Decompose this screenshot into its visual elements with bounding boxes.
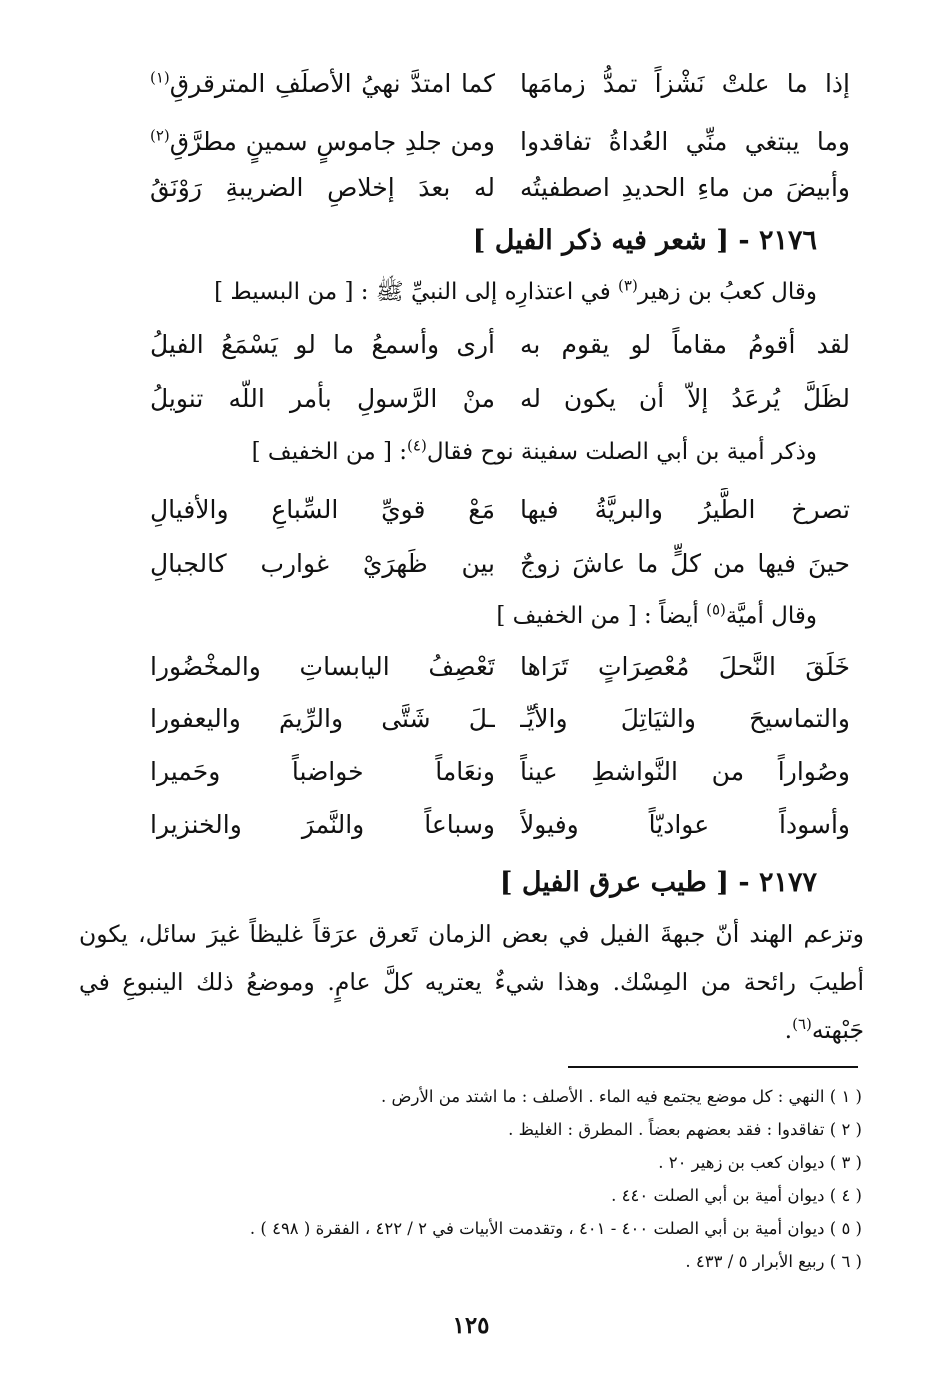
verse-line (150, 120, 850, 164)
prose-line: أطيبَ رائحة من المِسْك. وهذا شيءٌ يعتريه كلَّ عامٍ. وموضعُ ذلك الينبوعِ في (79, 968, 864, 996)
footnote-ref: (٢) (150, 126, 170, 145)
prose-line: جَبْهته$^{(٦)}$. (784, 1015, 864, 1044)
verse-first-hemistich: وأبيضَ من ماءِ الحديدِ اصطفيتُه (520, 173, 850, 202)
intro-line: وقال أميَّة$^{(٥)}$ أيضاً : [ من الخفيف ] (496, 600, 817, 629)
verse-line (150, 62, 850, 106)
intro-line: وذكر أمية بن أبي الصلت سفينة نوح فقال$^{(٤)}$: [ من الخفيف ] (251, 436, 817, 465)
verse-second-hemistich: أرى وأسمعُ ما لو يَسْمَعُ الفيلُ (150, 330, 495, 359)
verse-second-hemistich: منْ الرَّسولِ بأمر اللّه تنويلُ (150, 384, 495, 413)
verse-second-hemistich: وسباعاً والنَّمرَ والخنزيرا (150, 810, 495, 839)
verse-second-hemistich: بين ظَهرَيْ غوارب كالجبالِ (150, 549, 495, 578)
footnote-ref: (١) (150, 68, 170, 87)
section-heading: ٢١٧٧ - [ طيب عرق الفيل ] (499, 867, 817, 898)
verse-line (150, 803, 850, 847)
verse-first-hemistich: حينَ فيها من كلٍّ ما عاشَ زوجٌ (520, 549, 850, 578)
footnote-ref: (٣) (618, 276, 638, 295)
verse-second-hemistich: مَعْ قويِّ السِّباعِ والأفيالِ (150, 495, 495, 524)
footnote: ( ٤ ) ديوان أمية بن أبي الصلت ٤٤٠ . (611, 1186, 862, 1205)
verse-second-hemistich: كما امتدَّ نهيُ الأصلَفِ المترقرقِ$^{(١)}$ (150, 68, 495, 98)
verse-first-hemistich: وما يبتغي منِّي العُداةُ تفاقدوا (520, 127, 850, 156)
verse-line (150, 645, 850, 689)
verse-line (150, 377, 850, 421)
verse-first-hemistich: وأسوداً عواديّاً وفيولاً (520, 810, 850, 839)
verse-first-hemistich: والتماسيحَ والثيَاتِلَ والأيِّـ (520, 704, 850, 733)
verse-second-hemistich: ـلَ شَتَّى والرِّيمَ واليعفورا (150, 704, 495, 733)
footnote-divider (568, 1066, 858, 1068)
verse-second-hemistich: ومن جلدِ جاموسٍ سمينٍ مطرَّقِ$^{(٢)}$ (150, 126, 495, 156)
intro-line: وقال كعبُ بن زهير$^{(٣)}$ في اعتذارِه إلى النبيِّ ﷺ : [ من البسيط ] (214, 276, 817, 305)
footnote-ref: (٦) (792, 1015, 812, 1034)
page-number: ١٢٥ (452, 1312, 490, 1339)
verse-second-hemistich: له بعدَ إخلاصِ الضريبةِ رَوْنَقُ (150, 173, 495, 202)
verse-first-hemistich: خَلَقَ النَّحلَ مُعْصِرَاتٍ تَرَاها (520, 652, 850, 681)
footnote: ( ٣ ) ديوان كعب بن زهير ٢٠ . (658, 1153, 862, 1172)
verse-line (150, 542, 850, 586)
footnote: ( ٥ ) ديوان أمية بن أبي الصلت ٤٠٠ - ٤٠١ ، وتقدمت الأبيات في ٢ / ٤٢٢ ، الفقرة ( ٤٩٨ ) . (249, 1219, 862, 1238)
verse-line (150, 488, 850, 532)
footnote: ( ١ ) النهي : كل موضع يجتمع فيه الماء . الأصلف : ما اشتد من الأرض . (381, 1087, 862, 1106)
footnote-ref: (٤) (407, 436, 427, 455)
verse-second-hemistich: ونعَاماً خواضباً وحَميرا (150, 757, 495, 786)
verse-first-hemistich: وصُواراً من النَّواشطِ عيناً (520, 757, 850, 786)
verse-first-hemistich: إذا ما علتْ نَشْزاً تمدُّ زمامَها (520, 69, 850, 98)
footnote-ref: (٥) (706, 600, 726, 619)
prose-line: وتزعم الهند أنّ جبهةَ الفيل في بعض الزمان تَعرق عرَقاً غليظاً غيرَ سائل، يكون (79, 920, 864, 948)
footnote: ( ٦ ) ربيع الأبرار ٥ / ٤٣٣ . (685, 1252, 862, 1271)
verse-first-hemistich: لظَلَّ يُرعَدُ إلاّ أن يكون له (520, 384, 850, 413)
section-heading: ٢١٧٦ - [ شعر فيه ذكر الفيل ] (472, 225, 817, 256)
footnote: ( ٢ ) تفاقدوا : فقد بعضهم بعضاً . المطرق : الغليظ . (508, 1120, 862, 1139)
verse-second-hemistich: تَعْصِفُ اليابساتِ والمخْضُورا (150, 652, 495, 681)
verse-line (150, 323, 850, 367)
verse-first-hemistich: تصرخ الطَّيرُ والبريَّةُ فيها (520, 495, 850, 524)
verse-first-hemistich: لقد أقومُ مقاماً لو يقوم به (520, 330, 850, 359)
verse-line (150, 750, 850, 794)
verse-line (150, 697, 850, 741)
verse-line (150, 166, 850, 210)
prose-paragraph (79, 910, 864, 1054)
